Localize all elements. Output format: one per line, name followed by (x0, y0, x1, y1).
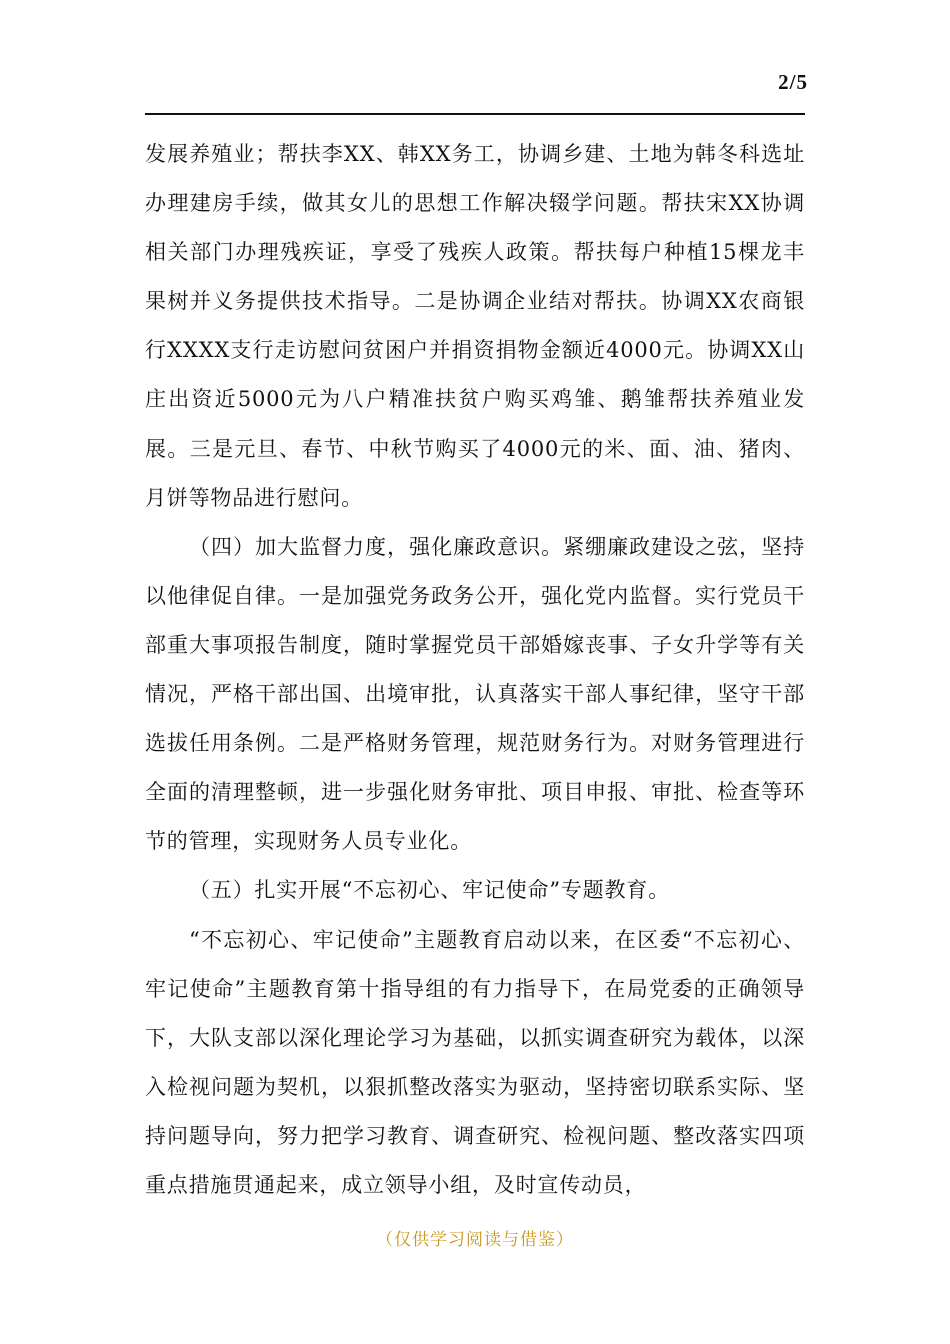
paragraph-poverty-assistance: 发展养殖业；帮扶李XX、韩XX务工，协调乡建、土地为韩冬科选址办理建房手续，做其女儿的思想工作解决辍学问题。帮扶宋XX协调相关部门办理残疾证，享受了残疾人政策。帮扶每户种植15棵龙丰果树并义务提供技术指导。二是协调企业结对帮扶。协调XX农商银行XXXX支行走访慰问贫困户并捐资捐物金额近4000元。协调XX山庄出资近5000元为八户精准扶贫户购买鸡雏、鹅雏帮扶养殖业发展。三是元旦、春节、中秋节购买了4000元的米、面、油、猪肉、月饼等物品进行慰问。 (145, 142, 805, 510)
paragraph-supervision: （四）加大监督力度，强化廉政意识。紧绷廉政建设之弦，坚持以他律促自律。一是加强党务政务公开，强化党内监督。实行党员干部重大事项报告制度，随时掌握党员干部婚嫁丧事、子女升学等有关情况，严格干部出国、出境审批，认真落实干部人事纪律，坚守干部选拔任用条例。二是严格财务管理，规范财务行为。对财务管理进行全面的清理整顿，进一步强化财务审批、项目申报、审批、检查等环节的管理，实现财务人员专业化。 (145, 534, 805, 854)
paragraph-education-body: “不忘初心、牢记使命”主题教育启动以来，在区委“不忘初心、牢记使命”主题教育第十指导组的有力指导下，在局党委的正确领导下，大队支部以深化理论学习为基础，以抓实调查研究为载体，以深入检视问题为契机，以狠抓整改落实为驱动，坚持密切联系实际、坚持问题导向，努力把学习教育、调查研究、检视问题、整改落实四项重点措施贯通起来，成立领导小组，及时宣传动员， (145, 927, 805, 1197)
header-divider (145, 113, 805, 115)
document-body (145, 130, 805, 1210)
footer-disclaimer: （仅供学习阅读与借鉴） (376, 1230, 574, 1250)
paragraph-education-heading: （五）扎实开展“不忘初心、牢记使命”专题教育。 (189, 878, 670, 903)
page-number: 2/5 (778, 70, 808, 94)
